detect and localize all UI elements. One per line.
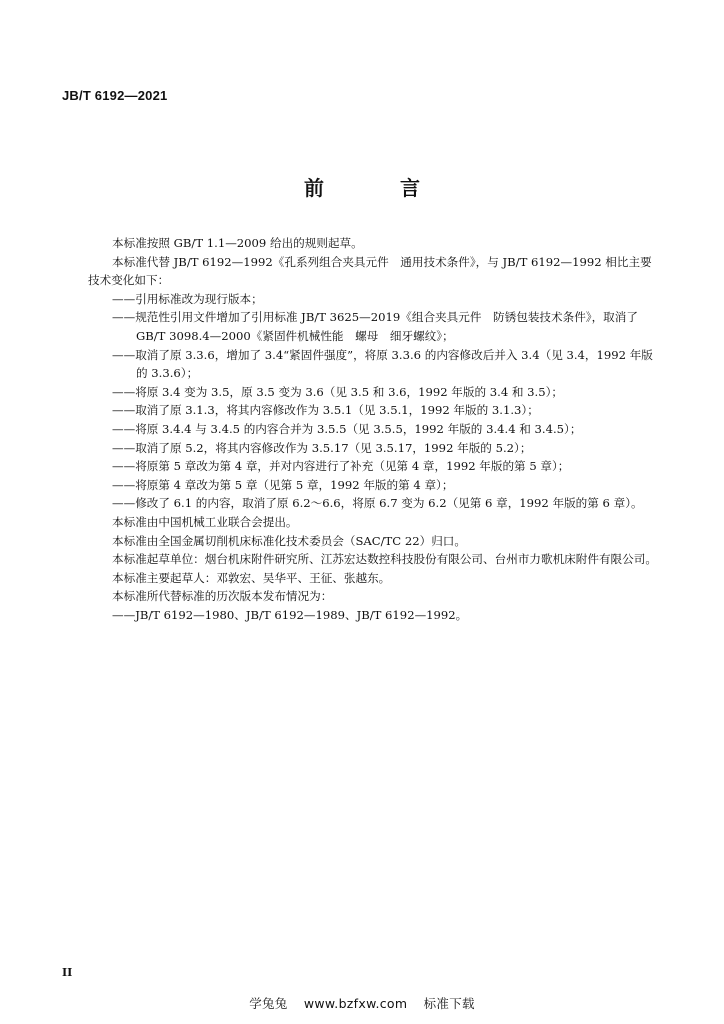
page-number: II [62, 966, 73, 979]
change-item: ——引用标准改为现行版本； [112, 291, 263, 306]
change-item: ——将原 3.4.4 与 3.4.5 的内容合并为 3.5.5（见 3.5.5，1992 年版的 3.4.4 和 3.4.5）； [112, 421, 582, 436]
paragraph-centralized-by: 本标准由全国金属切削机床标准化技术委员会（SAC/TC 22）归口。 [112, 533, 466, 548]
paragraph-drafters: 本标准主要起草人：邓敦宏、吴华平、王征、张越东。 [112, 570, 391, 585]
change-item: ——规范性引用文件增加了引用标准 JB/T 3625—2019《组合夹具元件 防锈包装技术条件》，取消了 GB/T 3098.4—2000《紧固件机械性能 螺母 细牙螺纹》； [112, 310, 638, 343]
change-item: ——取消了原 3.1.3，将其内容修改作为 3.5.1（见 3.5.1，1992 年版的 3.1.3）； [112, 403, 539, 418]
footer-site-name: 学兔兔 [249, 996, 288, 1011]
preface-body [88, 234, 658, 624]
change-item: ——将原第 4 章改为第 5 章（见第 5 章，1992 年版的第 4 章）； [112, 477, 454, 492]
change-item: ——将原 3.4 变为 3.5，原 3.5 变为 3.6（见 3.5 和 3.6，1992 年版的 3.4 和 3.5）； [112, 384, 563, 399]
change-item: ——取消了原 3.3.6，增加了 3.4“紧固件强度”，将原 3.3.6 的内容修改后并入 3.4（见 3.4，1992 年版的 3.3.6）； [112, 347, 653, 381]
change-item: ——修改了 6.1 的内容，取消了原 6.2～6.6，将原 6.7 变为 6.2（见第 6 章，1992 年版的第 6 章）。 [112, 496, 643, 511]
standard-number-header: JB/T 6192—2021 [62, 88, 168, 103]
footer-url[interactable]: www.bzfxw.com [303, 996, 408, 1011]
history-item: ——JB/T 6192—1980、JB/T 6192—1989、JB/T 6192—1992。 [112, 607, 468, 622]
paragraph-history-intro: 本标准所代替标准的历次版本发布情况为： [112, 589, 333, 604]
paragraph-drafting-units: 本标准起草单位：烟台机床附件研究所、江苏宏达数控科技股份有限公司、台州市力歌机床附件有限公司。 [112, 552, 657, 567]
footer-tagline: 标准下载 [423, 996, 475, 1011]
site-footer [0, 994, 724, 1012]
preface-title: 前 言 [304, 176, 448, 200]
change-item: ——取消了原 5.2，将其内容修改作为 3.5.17（见 3.5.17，1992 年版的 5.2）； [112, 440, 532, 455]
paragraph-drafting-rules: 本标准按照 GB/T 1.1—2009 给出的规则起草。 [112, 236, 363, 250]
change-item: ——将原第 5 章改为第 4 章，并对内容进行了补充（见第 4 章，1992 年版的第 5 章）； [112, 459, 570, 474]
paragraph-replacement: 本标准代替 JB/T 6192—1992《孔系列组合夹具元件 通用技术条件》，与 JB/T 6192—1992 相比主要技术变化如下： [88, 254, 652, 288]
paragraph-proposed-by: 本标准由中国机械工业联合会提出。 [112, 514, 298, 529]
